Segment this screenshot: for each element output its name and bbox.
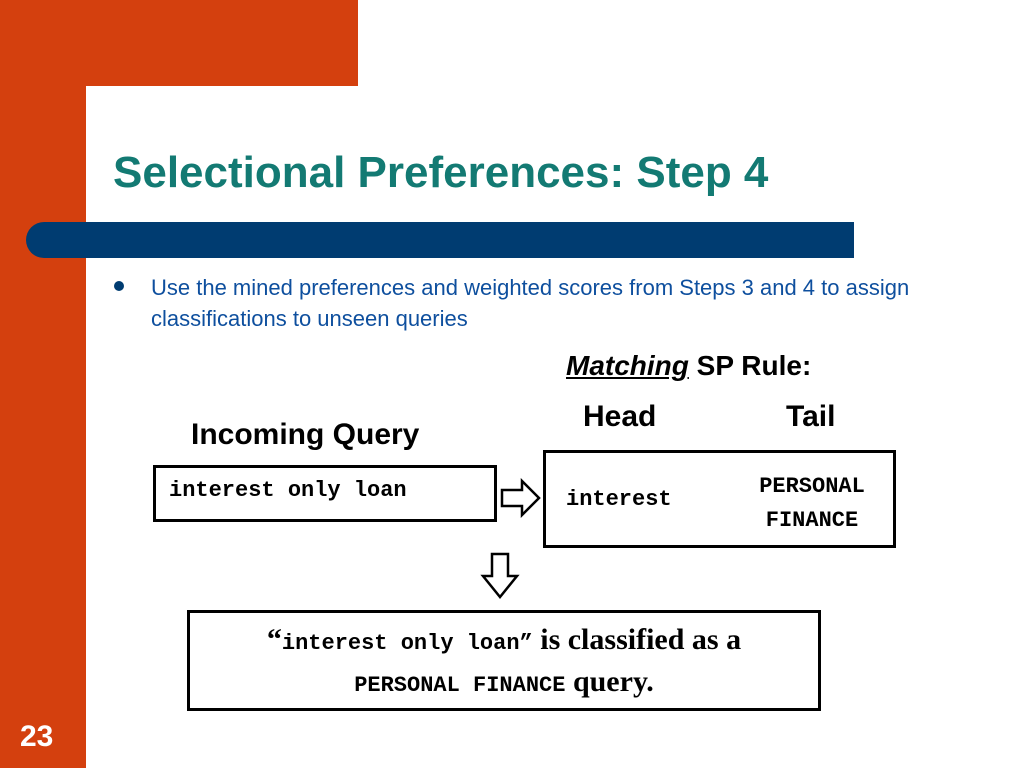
arrow-right-icon [500,478,542,518]
tail-column-label: Tail [786,400,836,433]
bullet-text: Use the mined preferences and weighted scores from Steps 3 and 4 to assign classifications to unseen queries [151,275,910,331]
head-column-label: Head [583,400,657,433]
arrow-down-icon [480,552,520,600]
sp-rule-heading-emphasis: Matching [566,350,689,381]
sp-rule-heading-rest: SP Rule: [696,350,812,381]
orange-frame-left [0,0,86,768]
result-classified-text: is classified as a [540,623,742,656]
title-underline-bar [26,222,854,258]
incoming-query-label: Incoming Query [191,418,420,451]
rule-tail-value [740,470,884,538]
incoming-query-box [153,465,497,522]
classification-result-box [187,610,821,711]
sp-rule-heading [566,350,811,382]
slide-number: 23 [20,720,54,753]
rule-tail-line2: FINANCE [765,508,859,533]
result-line-2 [190,665,818,699]
slide-title: Selectional Preferences: Step 4 [113,148,769,197]
result-tail-text: query. [572,665,654,698]
result-line-1 [190,623,818,657]
rule-tail-line1: PERSONAL [759,474,865,499]
incoming-query-text: interest only loan [169,478,407,503]
rule-head-value: interest [566,487,672,512]
result-category: PERSONAL FINANCE [354,673,566,698]
sp-rule-box [543,450,896,548]
bullet-dot-icon [114,281,124,291]
result-query: interest only loan [281,631,520,656]
result-open-quote: “ [266,623,282,656]
result-close-quote: ” [519,631,533,656]
